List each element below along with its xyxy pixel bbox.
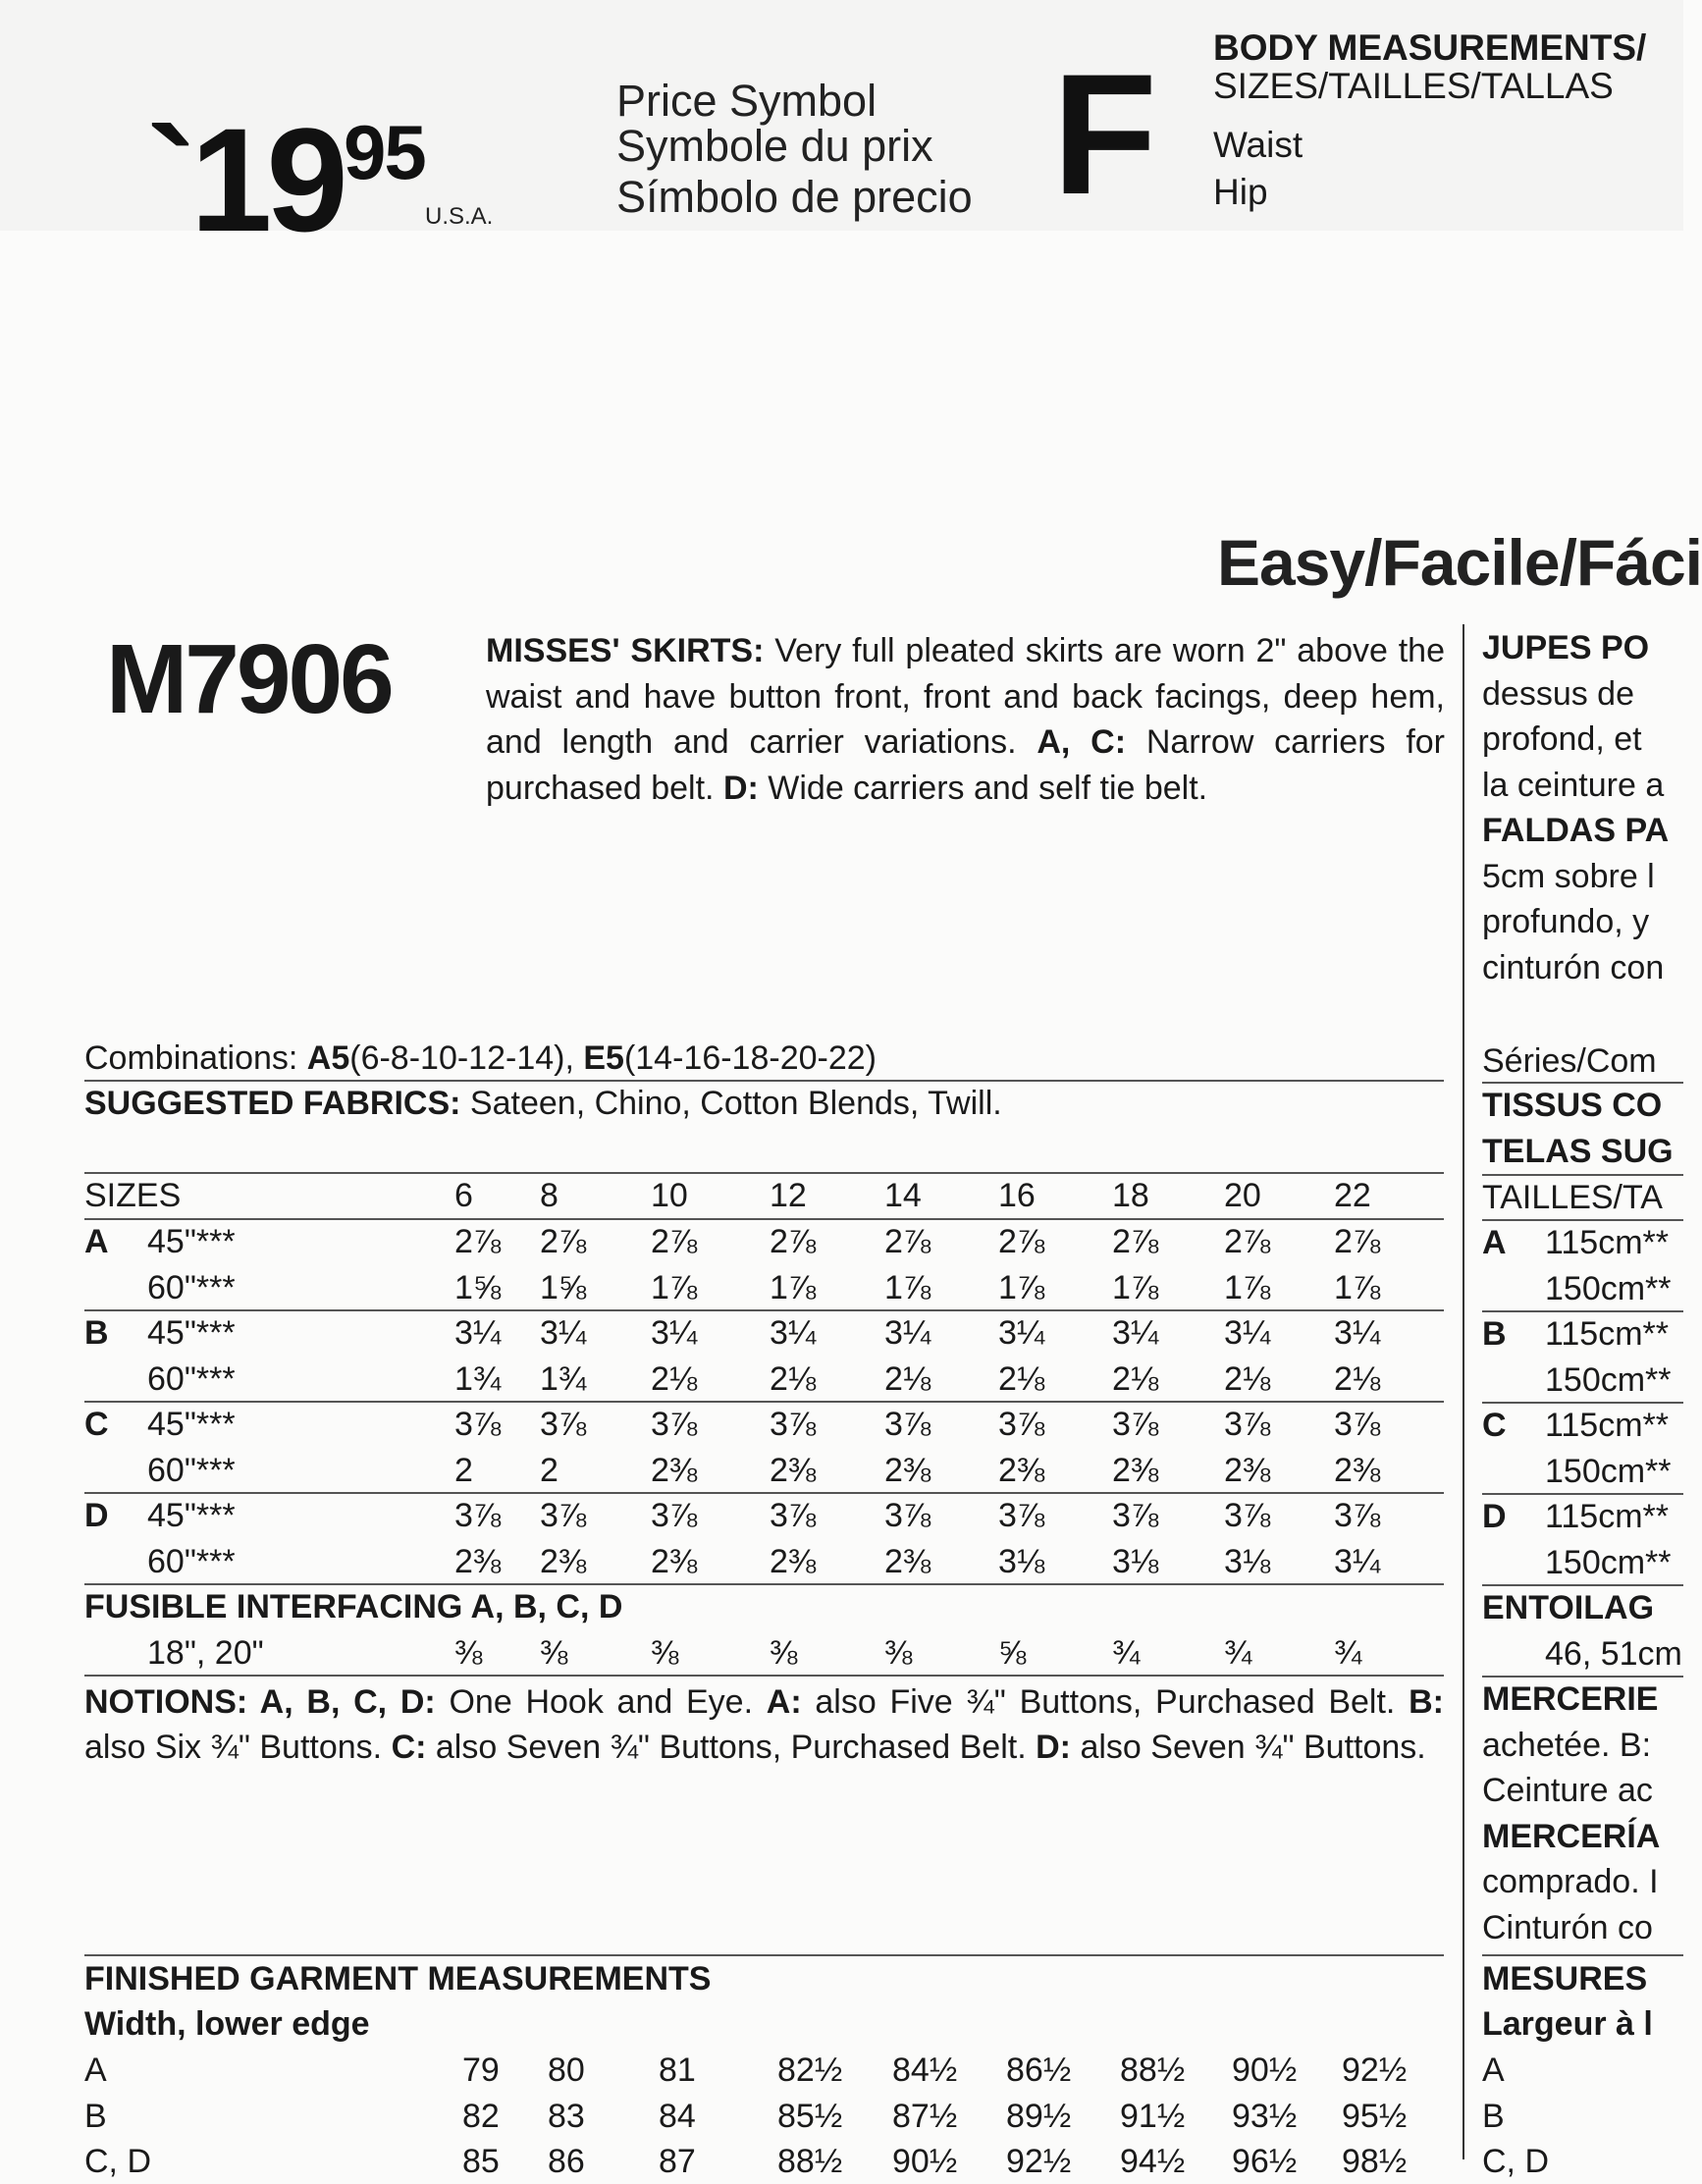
yardage-row (84, 1493, 1459, 1538)
yardage-cell: 3⅞ (540, 1497, 587, 1534)
combination-a5: A5 (306, 1039, 350, 1077)
yardage-cell: 2⅞ (651, 1223, 698, 1260)
notions-paragraph (84, 1679, 1444, 1770)
yardage-cell: 1¾ (540, 1359, 587, 1398)
finished-row (84, 2048, 1459, 2093)
finished-cell: 89½ (1006, 2097, 1072, 2135)
finished-cell: 88½ (777, 2143, 843, 2180)
yardage-cell: 2⅜ (884, 1542, 931, 1580)
yardage-cell: 3⅞ (651, 1406, 698, 1443)
yardage-cell: 1⅝ (540, 1268, 587, 1306)
yardage-cell: 2⅜ (1112, 1451, 1159, 1489)
body-measurements-hip: Hip (1213, 172, 1268, 212)
right-width-label: Largeur à l (1482, 2005, 1653, 2043)
yardage-cell: 3⅛ (1224, 1542, 1271, 1580)
yardage-cell: 3⅞ (770, 1497, 817, 1534)
yardage-cell: 2⅜ (651, 1451, 698, 1489)
finished-cell: 83 (548, 2097, 585, 2135)
price-symbol-label-es: Símbolo de precio (616, 172, 973, 222)
body-measurements-waist: Waist (1213, 125, 1303, 165)
yardage-cell: 2⅜ (770, 1451, 817, 1489)
yardage-row (84, 1310, 1459, 1356)
interfacing-width-label: 18", 20" (147, 1633, 264, 1672)
fabric-width-label: 150cm** (1545, 1269, 1672, 1307)
yardage-row (84, 1357, 1459, 1402)
yardage-row (84, 1539, 1459, 1584)
finished-cell: 84½ (892, 2051, 958, 2089)
right-notions-line: Cinturón co (1482, 1908, 1653, 1946)
pattern-description (486, 628, 1445, 811)
yardage-cell: 3⅞ (770, 1406, 817, 1443)
right-notions-line: Ceinture ac (1482, 1772, 1653, 1809)
yardage-cell: 3⅞ (1334, 1406, 1381, 1443)
finished-cell: 84 (659, 2097, 696, 2135)
finished-cell: 90½ (892, 2143, 958, 2180)
yardage-cell: 3¼ (1334, 1314, 1381, 1352)
right-description-line: profundo, y (1482, 903, 1650, 940)
description-label-ac: A, C: (1037, 723, 1127, 761)
yardage-cell: 3⅞ (1334, 1497, 1381, 1534)
yardage-cell: 2⅛ (1112, 1359, 1159, 1398)
yardage-cell: 2⅞ (884, 1223, 931, 1260)
interfacing-cell: ⅜ (884, 1633, 913, 1672)
right-finished-view: C, D (1482, 2143, 1549, 2180)
combination-e5-sizes: (14-16-18-20-22) (623, 1039, 877, 1077)
yardage-cell: 1⅞ (1334, 1268, 1381, 1306)
yardage-cell: 2⅛ (998, 1359, 1045, 1398)
yardage-cell: 1⅞ (884, 1268, 931, 1306)
size-header-cell: 14 (884, 1177, 922, 1214)
right-description-line: profond, et (1482, 720, 1642, 758)
interfacing-heading-row (84, 1584, 1459, 1629)
fabric-width-label: 45"*** (147, 1223, 236, 1260)
size-header-cell: 22 (1334, 1177, 1371, 1214)
right-interfacing-width: 46, 51cm (1545, 1634, 1682, 1673)
price-symbol: F (1052, 39, 1157, 231)
size-header-cell: 16 (998, 1177, 1036, 1214)
yardage-cell: 1⅝ (454, 1268, 502, 1306)
yardage-cell: 2⅞ (454, 1223, 502, 1260)
finished-cell: 92½ (1342, 2051, 1408, 2089)
notions-label-d: D: (1036, 1729, 1071, 1766)
interfacing-cell: ⅜ (454, 1633, 483, 1672)
body-measurements-heading: BODY MEASUREMENTS/ (1213, 27, 1647, 68)
size-header-cell: 12 (770, 1177, 807, 1214)
right-description-line: cinturón con (1482, 948, 1665, 986)
yardage-cell: 2⅞ (1334, 1223, 1381, 1260)
right-yardage-row (1482, 1540, 1683, 1585)
yardage-cell: 3¼ (884, 1314, 931, 1352)
finished-cell: 92½ (1006, 2143, 1072, 2180)
yardage-cell: 3⅞ (1224, 1497, 1271, 1534)
finished-cell: 81 (659, 2051, 696, 2089)
size-header-cell: 18 (1112, 1177, 1149, 1214)
price-currency: U.S.A. (425, 203, 494, 230)
view-label: D (1482, 1498, 1507, 1535)
yardage-cell: 3⅞ (884, 1406, 931, 1443)
fabric-width-label: 150cm** (1545, 1543, 1672, 1581)
description-label-d: D: (722, 769, 759, 807)
yardage-cell: 3¼ (540, 1314, 587, 1352)
view-label: A (84, 2051, 107, 2089)
description-text-3: Wide carriers and self tie belt. (758, 769, 1208, 807)
interfacing-cell: ¾ (1334, 1633, 1362, 1672)
yardage-row (84, 1219, 1459, 1264)
yardage-cell: 2⅜ (998, 1451, 1045, 1489)
fabric-width-label: 45"*** (147, 1406, 236, 1443)
view-label: C (1482, 1407, 1507, 1444)
yardage-cell: 2⅜ (770, 1542, 817, 1580)
fabric-width-label: 60"*** (147, 1542, 236, 1580)
yardage-cell: 1⅞ (1112, 1268, 1159, 1306)
yardage-cell: 2⅞ (540, 1223, 587, 1260)
finished-cell: 82 (462, 2097, 500, 2135)
combinations-label: Combinations: (84, 1039, 307, 1077)
view-label: A (84, 1223, 109, 1260)
yardage-cell: 1⅞ (770, 1268, 817, 1306)
yardage-cell: 3⅛ (1112, 1542, 1159, 1580)
right-finished-view: A (1482, 2051, 1505, 2089)
yardage-cell: 3¼ (998, 1314, 1045, 1352)
description-title: MISSES' SKIRTS: (486, 632, 765, 669)
fabric-width-label: 115cm** (1545, 1224, 1669, 1261)
finished-cell: 82½ (777, 2051, 843, 2089)
yardage-cell: 3¼ (651, 1314, 698, 1352)
right-notions-line: comprado. I (1482, 1863, 1659, 1900)
notions-text: also Six ¾" Buttons. (84, 1729, 392, 1766)
right-yardage-row (1482, 1494, 1683, 1539)
finished-cell: 86½ (1006, 2051, 1072, 2089)
right-yardage-row (1482, 1403, 1683, 1448)
finished-cell: 90½ (1232, 2051, 1298, 2089)
yardage-cell: 3⅞ (454, 1497, 502, 1534)
yardage-cell: 2⅜ (651, 1542, 698, 1580)
notions-text: One Hook and Eye. (435, 1683, 767, 1721)
right-sizes-label: TAILLES/TA (1482, 1179, 1663, 1216)
interfacing-cell: ⅜ (770, 1633, 798, 1672)
interfacing-cell: ⅜ (540, 1633, 568, 1672)
yardage-cell: 3¼ (1334, 1542, 1381, 1580)
notions-label-c: C: (391, 1729, 427, 1766)
right-yardage-row (1482, 1311, 1683, 1357)
yardage-cell: 3⅛ (998, 1542, 1045, 1580)
right-combinations: Séries/Com (1482, 1042, 1657, 1080)
right-notions-line: achetée. B: (1482, 1726, 1652, 1764)
yardage-cell: 3⅞ (651, 1497, 698, 1534)
right-yardage-row (1482, 1220, 1683, 1265)
fabric-width-label: 60"*** (147, 1359, 236, 1398)
interfacing-cell: ¾ (1112, 1633, 1141, 1672)
right-fabrics-fr: TISSUS CO (1482, 1087, 1663, 1124)
fabrics-line (84, 1081, 1444, 1126)
yardage-row (84, 1402, 1459, 1447)
yardage-cell: 3¼ (1112, 1314, 1159, 1352)
yardage-cell: 1⅞ (651, 1268, 698, 1306)
finished-width-label: Width, lower edge (84, 2005, 370, 2043)
notions-text: also Seven ¾" Buttons, Purchased Belt. (426, 1729, 1037, 1766)
yardage-cell: 2⅛ (651, 1359, 698, 1398)
yardage-cell: 3⅞ (884, 1497, 931, 1534)
yardage-cell: 2⅛ (1334, 1359, 1381, 1398)
finished-cell: 85 (462, 2143, 500, 2180)
size-header-cell: 6 (454, 1177, 473, 1214)
yardage-cell: 2⅜ (454, 1542, 502, 1580)
combination-a5-sizes: (6-8-10-12-14), (349, 1039, 584, 1077)
fabric-width-label: 115cm** (1545, 1315, 1669, 1353)
yardage-cell: 3⅞ (1112, 1406, 1159, 1443)
finished-cell: 98½ (1342, 2143, 1408, 2180)
view-label: C (84, 1406, 109, 1443)
yardage-cell: 2⅛ (1224, 1359, 1271, 1398)
yardage-cell: 2⅞ (770, 1223, 817, 1260)
interfacing-label: FUSIBLE INTERFACING A, B, C, D (84, 1588, 623, 1625)
finished-cell: 96½ (1232, 2143, 1298, 2180)
finished-cell: 85½ (777, 2097, 843, 2135)
interfacing-cell: ⅝ (998, 1633, 1027, 1672)
column-divider (1463, 624, 1464, 2159)
finished-cell: 88½ (1120, 2051, 1186, 2089)
yardage-cell: 3⅞ (998, 1497, 1045, 1534)
fabrics-label: SUGGESTED FABRICS: (84, 1085, 461, 1122)
right-notions-line: MERCERIE (1482, 1680, 1659, 1718)
yardage-cell: 1⅞ (998, 1268, 1045, 1306)
size-header-cell: 20 (1224, 1177, 1261, 1214)
price-dollars: `19 (147, 97, 343, 262)
divider (84, 1675, 1444, 1677)
yardage-cell: 2⅛ (770, 1359, 817, 1398)
combination-e5: E5 (583, 1039, 624, 1077)
yardage-cell: 2⅞ (1224, 1223, 1271, 1260)
notions-label: NOTIONS: A, B, C, D: (84, 1683, 436, 1721)
yardage-cell: 1¾ (454, 1359, 502, 1398)
yardage-cell: 3¼ (1224, 1314, 1271, 1352)
fabric-width-label: 115cm** (1545, 1407, 1669, 1444)
yardage-cell: 2⅜ (540, 1542, 587, 1580)
notions-label-a: A: (766, 1683, 802, 1721)
finished-cell: 79 (462, 2051, 500, 2089)
finished-cell: 94½ (1120, 2143, 1186, 2180)
body-measurements-sizes: SIZES/TAILLES/TALLAS (1213, 66, 1614, 106)
right-description-line: dessus de (1482, 674, 1634, 713)
finished-cell: 93½ (1232, 2097, 1298, 2135)
size-header-cell: 8 (540, 1177, 558, 1214)
yardage-cell: 2⅞ (998, 1223, 1045, 1260)
interfacing-cell: ⅜ (651, 1633, 679, 1672)
right-description-line: 5cm sobre l (1482, 857, 1655, 895)
yardage-cell: 3⅞ (540, 1406, 587, 1443)
finished-cell: 87½ (892, 2097, 958, 2135)
view-label: C, D (84, 2143, 151, 2180)
yardage-cell: 2⅜ (884, 1451, 931, 1489)
fabric-width-label: 45"*** (147, 1314, 236, 1352)
fabric-width-label: 150cm** (1545, 1360, 1672, 1399)
difficulty-label: Easy/Facile/Fáci (1217, 526, 1702, 599)
view-label: B (1482, 1315, 1507, 1353)
right-fabrics-es: TELAS SUG (1482, 1133, 1674, 1170)
description-text-2: Narrow carriers for purchased belt. (486, 723, 1445, 807)
notions-text: also Five ¾" Buttons, Purchased Belt. (801, 1683, 1409, 1721)
yardage-cell: 3⅞ (1112, 1497, 1159, 1534)
interfacing-row (84, 1630, 1459, 1676)
finished-cell: 95½ (1342, 2097, 1408, 2135)
right-notions-line: MERCERÍA (1482, 1817, 1661, 1855)
right-description-line: JUPES PO (1482, 629, 1650, 666)
price-cents: 95 (344, 109, 425, 195)
yardage-cell: 2⅞ (1112, 1223, 1159, 1260)
sizes-label: SIZES (84, 1177, 182, 1214)
right-yardage-row (1482, 1449, 1683, 1494)
finished-row (84, 2094, 1459, 2139)
notions-label-b: B: (1409, 1683, 1444, 1721)
fabric-width-label: 60"*** (147, 1451, 236, 1489)
notions-text: also Seven ¾" Buttons. (1071, 1729, 1426, 1766)
finished-cell: 86 (548, 2143, 585, 2180)
finished-cell: 91½ (1120, 2097, 1186, 2135)
yardage-row (84, 1265, 1459, 1310)
yardage-cell: 1⅞ (1224, 1268, 1271, 1306)
right-description-line: FALDAS PA (1482, 812, 1670, 849)
right-yardage-row (1482, 1266, 1683, 1311)
view-label: B (84, 2097, 107, 2135)
right-interfacing-label: ENTOILAG (1482, 1589, 1655, 1626)
finished-cell: 80 (548, 2051, 585, 2089)
view-label: D (84, 1497, 109, 1534)
price-symbol-label-fr: Symbole du prix (616, 121, 933, 171)
interfacing-cell: ¾ (1224, 1633, 1252, 1672)
fabric-width-label: 115cm** (1545, 1498, 1669, 1535)
yardage-cell: 2⅜ (1334, 1451, 1381, 1489)
finished-cell: 87 (659, 2143, 696, 2180)
view-label: B (84, 1314, 109, 1352)
yardage-cell: 3⅞ (1224, 1406, 1271, 1443)
price-symbol-label-en: Price Symbol (616, 76, 878, 126)
right-yardage-row (1482, 1358, 1683, 1403)
right-finished-view: B (1482, 2097, 1505, 2135)
fabrics-text: Sateen, Chino, Cotton Blends, Twill. (460, 1085, 1002, 1122)
yardage-cell: 3¼ (454, 1314, 502, 1352)
right-finished-heading: MESURES (1482, 1960, 1648, 1998)
yardage-cell: 2 (540, 1451, 558, 1489)
yardage-cell: 2 (454, 1451, 473, 1489)
description-text-1: Very full pleated skirts are worn 2" above the waist and have button front, front and back facings, deep hem, and length and carrier variations. (486, 632, 1445, 761)
yardage-cell: 3⅞ (454, 1406, 502, 1443)
sizes-header-row (84, 1173, 1459, 1218)
yardage-cell: 2⅛ (884, 1359, 931, 1398)
pattern-number: M7906 (106, 624, 392, 734)
size-header-cell: 10 (651, 1177, 688, 1214)
fabric-width-label: 45"*** (147, 1497, 236, 1534)
view-label: A (1482, 1224, 1507, 1261)
finished-row (84, 2139, 1459, 2184)
fabric-width-label: 60"*** (147, 1268, 236, 1306)
yardage-cell: 2⅜ (1224, 1451, 1271, 1489)
combinations-line (84, 1036, 1444, 1081)
finished-measurements-heading: FINISHED GARMENT MEASUREMENTS (84, 1960, 712, 1998)
yardage-cell: 3¼ (770, 1314, 817, 1352)
right-description-line: la ceinture a (1482, 766, 1665, 804)
yardage-cell: 3⅞ (998, 1406, 1045, 1443)
fabric-width-label: 150cm** (1545, 1452, 1672, 1490)
yardage-row (84, 1448, 1459, 1493)
